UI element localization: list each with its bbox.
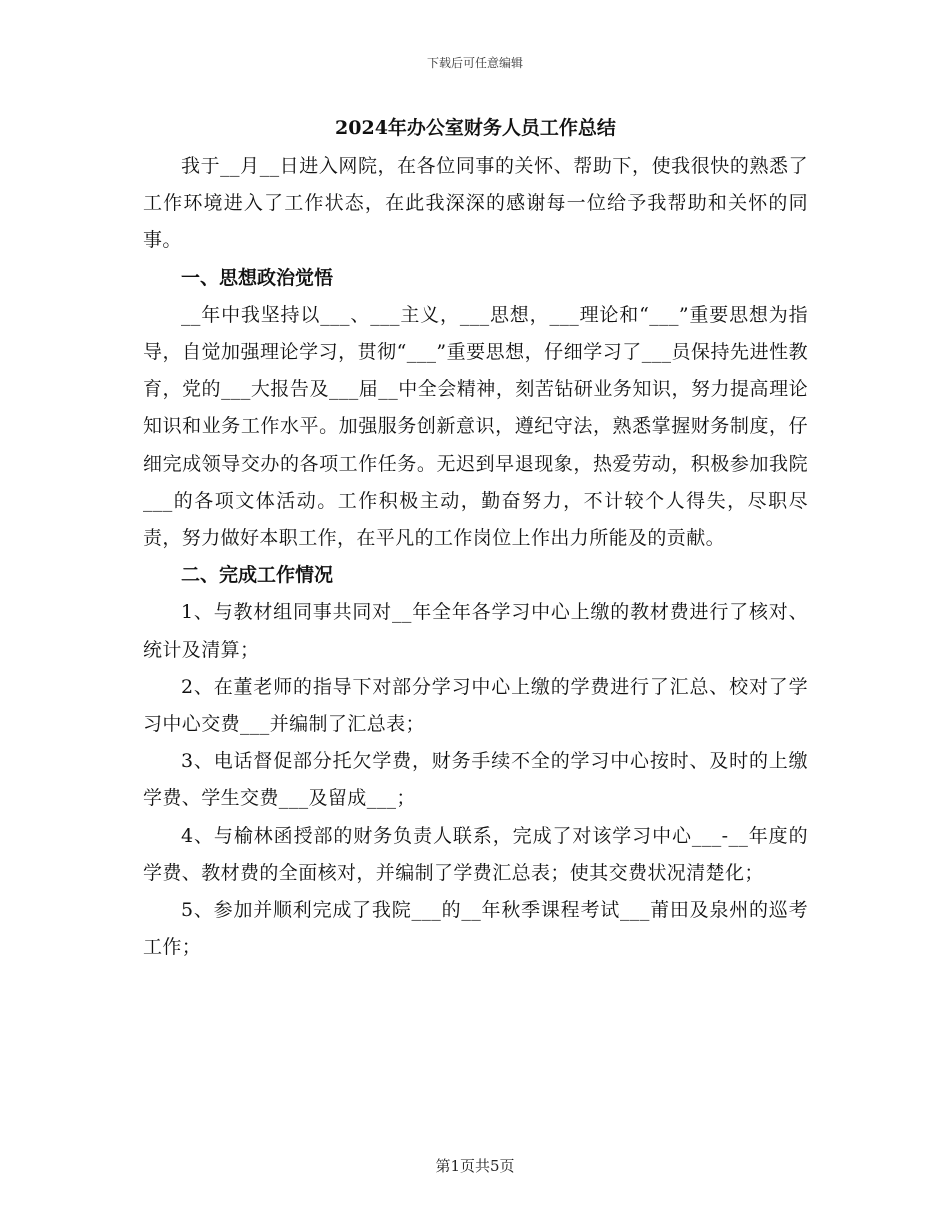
work-item-5: 5、参加并顺利完成了我院___的__年秋季课程考试___莆田及泉州的巡考工作； (143, 899, 808, 959)
intro-paragraph: 我于__月__日进入网院，在各位同事的关怀、帮助下，使我很快的熟悉了工作环境进入了工作状态，在此我深深的感谢每一位给予我帮助和关怀的同事。 (143, 155, 808, 252)
work-item-4: 4、与榆林函授部的财务负责人联系，完成了对该学习中心___-__年度的学费、教材费的全面核对，并编制了学费汇总表；使其交费状况清楚化； (143, 824, 808, 884)
section-heading-ideology: 一、思想政治觉悟 (181, 266, 334, 289)
page-footer: 第1页共5页 (435, 1157, 515, 1175)
header-note: 下载后可任意编辑 (426, 56, 523, 70)
work-item-3: 3、电话督促部分托欠学费，财务手续不全的学习中心按时、及时的上缴学费、学生交费___及留成___； (143, 750, 808, 810)
work-item-1: 1、与教材组同事共同对__年全年各学习中心上缴的教材费进行了核对、统计及清算； (143, 601, 808, 661)
document-title: 2024年办公室财务人员工作总结 (335, 117, 616, 139)
document-body (143, 112, 808, 966)
work-item-2: 2、在董老师的指导下对部分学习中心上缴的学费进行了汇总、校对了学习中心交费___并编制了汇总表； (143, 675, 808, 736)
ideology-paragraph: __年中我坚持以___、___主义，___思想，___理论和“___”重要思想为指导，自觉加强理论学习，贯彻“___”重要思想，仔细学习了___员保持先进性教育，党的___大报告及___届__中全会精神，刻苦钻研业务知识，努力提高理论知识和业务工作水平。加强服务创新意识，遵纪守法，熟悉掌握财务制度，仔细完成领导交办的各项工作任务。无迟到早退现象，热爱劳动，积极参加我院___的各项文体活动。工作积极主动，勤奋努力，不计较个人得失，尽职尽责，努力做好本职工作，在平凡的工作岗位上作出力所能及的贡献。 (143, 303, 808, 550)
section-heading-work: 二、完成工作情况 (181, 564, 334, 587)
